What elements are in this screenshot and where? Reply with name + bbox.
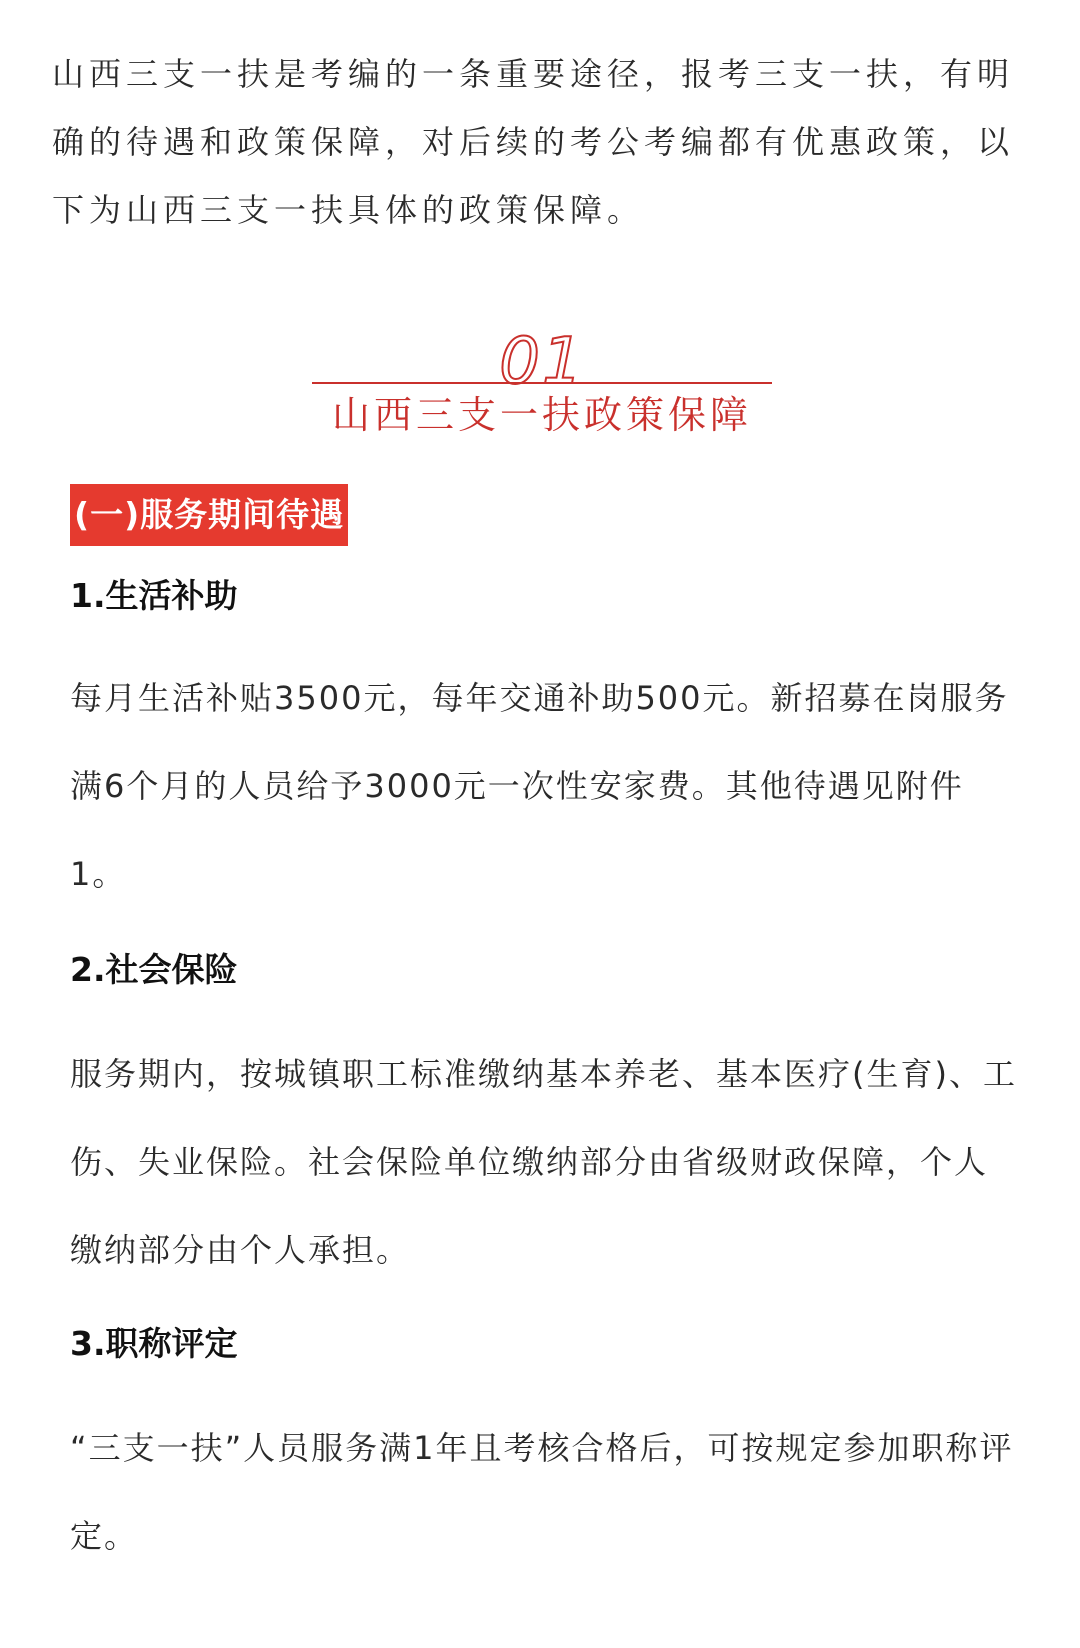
item-body-social-insurance: 服务期内，按城镇职工标准缴纳基本养老、基本医疗(生育)、工伤、失业保险。社会保险单位缴纳部分由省级财政保障，个人缴纳部分由个人承担。 [70, 1055, 1017, 1269]
item-title-title-evaluation: 3.职称评定 [70, 1324, 238, 1363]
section-divider [312, 382, 772, 384]
item-body-living-allowance: 每月生活补贴3500元，每年交通补助500元。新招募在岗服务满6个月的人员给予3000元一次性安家费。其他待遇见附件1。 [70, 679, 1009, 893]
intro-paragraph: 山西三支一扶是考编的一条重要途径，报考三支一扶，有明确的待遇和政策保障，对后续的考公考编都有优惠政策，以下为山西三支一扶具体的政策保障。 [52, 55, 1015, 229]
section-header [312, 325, 772, 450]
item-body-title-evaluation: “三支一扶”人员服务满1年且考核合格后，可按规定参加职称评定。 [70, 1429, 1014, 1555]
subsection-badge: (一)服务期间待遇 [70, 484, 348, 546]
section-title: 山西三支一扶政策保障 [331, 393, 752, 437]
section-number: 01 [499, 325, 585, 399]
item-title-social-insurance: 2.社会保险 [70, 950, 238, 989]
item-title-living-allowance: 1.生活补助 [70, 576, 238, 615]
